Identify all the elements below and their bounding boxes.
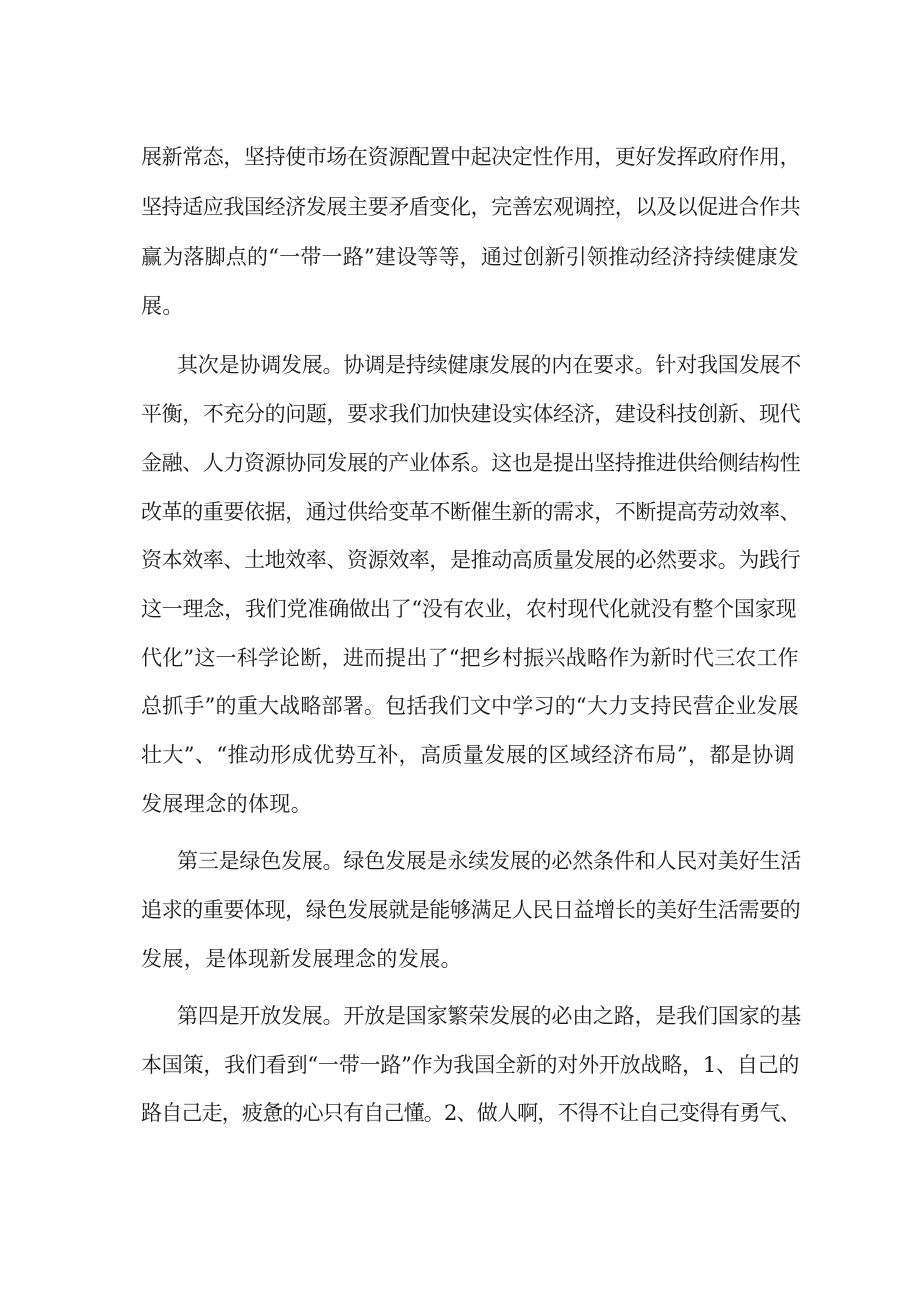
text-line: 展新常态，坚持使市场在资源配置中起决定性作用，更好发挥政府作用， [141,145,801,169]
text-line: 赢为落脚点的“一带一路”建设等等，通过创新引领推动经济持续健康发 [141,245,799,269]
text-line: 总抓手”的重大战略部署。包括我们文中学习的“大力支持民营企业发展 [141,694,799,718]
text-line: 路自己走，疲惫的心只有自己懂。2、做人啊，不得不让自己变得有勇气、 [141,1101,800,1125]
paragraph-first-line: 其次是协调发展。协调是持续健康发展的内在要求。针对我国发展不 [177,353,801,377]
text-line: 代化”这一科学论断，进而提出了“把乡村振兴战略作为新时代三农工作 [141,646,799,670]
paragraph-first-line: 第四是开放发展。开放是国家繁荣发展的必由之路，是我们国家的基 [177,1004,801,1028]
text-line: 坚持适应我国经济发展主要矛盾变化，完善宏观调控，以及以促进合作共 [141,195,801,219]
text-line: 资本效率、土地效率、资源效率，是推动高质量发展的必然要求。为践行 [141,548,801,572]
text-line: 追求的重要体现，绿色发展就是能够满足人民日益增长的美好生活需要的 [141,898,801,922]
text-line: 发展理念的体现。 [141,792,313,816]
paragraph-first-line: 第三是绿色发展。绿色发展是永续发展的必然条件和人民对美好生活 [177,849,801,873]
text-line: 本国策，我们看到“一带一路”作为我国全新的对外开放战略，1、自己的 [141,1053,800,1077]
text-line: 壮大”、“推动形成优势互补，高质量发展的区域经济布局”，都是协调 [141,743,796,767]
text-line: 发展，是体现新发展理念的发展。 [141,947,462,971]
text-line: 这一理念，我们党准确做出了“没有农业，农村现代化就没有整个国家现 [141,597,797,621]
text-line: 平衡，不充分的问题，要求我们加快建设实体经济，建设科技创新、现代 [141,402,801,426]
text-line: 金融、人力资源协同发展的产业体系。这也是提出坚持推进供给侧结构性 [141,451,801,475]
text-line: 展。 [141,294,184,318]
text-line: 改革的重要依据，通过供给变革不断催生新的需求，不断提高劳动效率、 [141,500,801,524]
